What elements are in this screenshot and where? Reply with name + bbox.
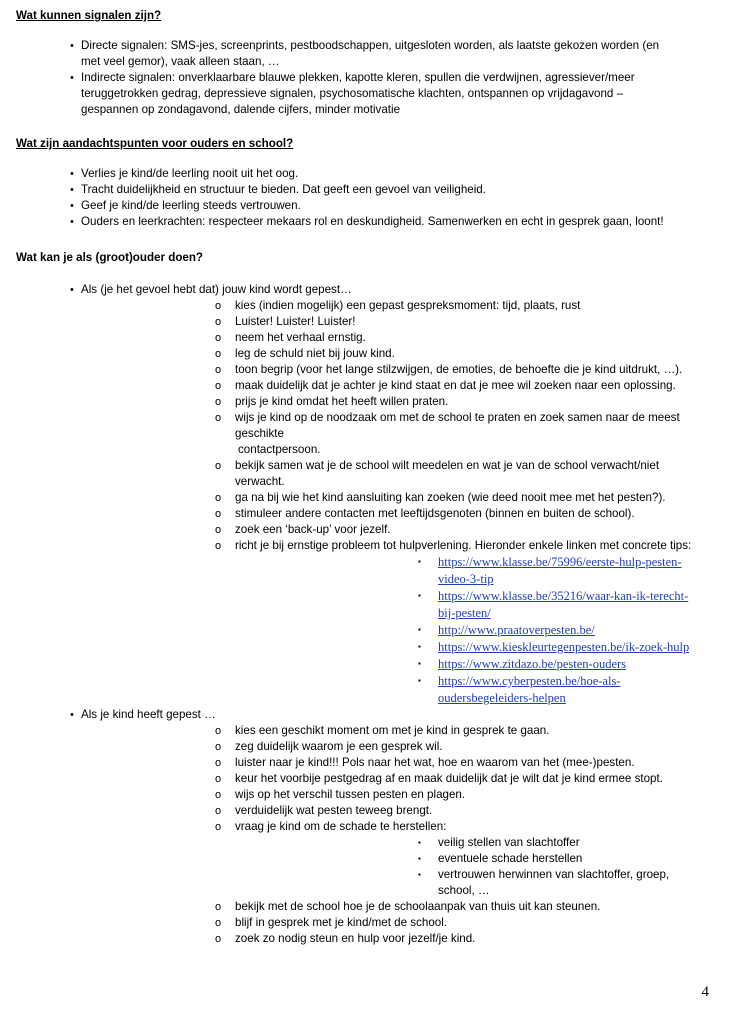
bullet-icon: • [70,284,74,296]
circle-bullet-icon: o [215,741,222,753]
list-item: • Tracht duidelijkheid en structuur te bieden. Dat geeft een gevoel van veiligheid. [70,183,486,196]
list-item: • Geef je kind/de leerling steeds vertrouwen. [70,199,301,212]
list-item: • Verlies je kind/de leerling nooit uit het oog. [70,167,299,180]
grootouder-list [0,282,747,947]
list-item: o wijs op het verschil tussen pesten en plagen. [215,788,466,801]
square-bullet-icon: ▪ [418,659,421,668]
circle-bullet-icon: o [215,380,222,392]
heeft-gepest-sublist [81,723,727,947]
list-item [0,282,747,707]
group-label-heeft-gepest: Als je kind heeft gepest … [81,708,216,721]
heading-grootouder: Wat kan je als (groot)ouder doen? [16,251,204,264]
list-item: o verduidelijk wat pesten teweeg brengt. [215,804,433,817]
list-item: o kies een geschikt moment om met je kind in gesprek te gaan. [215,724,550,737]
bullet-icon: • [70,40,74,52]
circle-bullet-icon: o [215,332,222,344]
circle-bullet-icon: o [215,725,222,737]
list-item [0,707,747,947]
list-item: o ga na bij wie het kind aansluiting kan zoeken (wie deed nooit mee met het pesten?). [215,491,666,504]
list-item: o bekijk met de school hoe je de schoolaanpak van thuis uit kan steunen. [215,900,601,913]
list-item: • Ouders en leerkrachten: respecteer mekaars rol en deskundigheid. Samenwerken en echt in gesprek gaan, loont! [70,215,664,228]
circle-bullet-icon: o [215,348,222,360]
gepest-sublist [81,298,727,707]
list-item: o zoek een ‘back-up’ voor jezelf. [215,523,391,536]
list-item: ▪ vertrouwen herwinnen van slachtoffer, groep, school, … [418,868,670,897]
list-item: o luister naar je kind!!! Pols naar het wat, hoe en waarom van het (mee-)pesten. [215,756,635,769]
bullet-icon: • [70,184,74,196]
list-item: o neem het verhaal ernstig. [215,331,366,344]
list-item: o wijs je kind op de noodzaak om met de school te praten en zoek samen naar de meest geschikte contactpersoon. [215,411,680,456]
square-bullet-icon: ▪ [418,870,421,879]
circle-bullet-icon: o [215,933,222,945]
circle-bullet-icon: o [215,789,222,801]
circle-bullet-icon: o [215,300,222,312]
list-item: ▪ veilig stellen van slachtoffer [418,836,580,849]
heading-aandachtspunten: Wat zijn aandachtspunten voor ouders en school? [16,137,294,150]
bullet-icon: • [70,709,74,721]
circle-bullet-icon: o [215,757,222,769]
circle-bullet-icon: o [215,524,222,536]
list-item [235,622,697,639]
list-item [235,656,697,673]
circle-bullet-icon: o [215,805,222,817]
list-item: ▪ eventuele schade herstellen [418,852,583,865]
square-bullet-icon: ▪ [418,676,421,685]
bullet-icon: • [70,168,74,180]
bullet-icon: • [70,200,74,212]
circle-bullet-icon: o [215,492,222,504]
circle-bullet-icon: o [215,821,222,833]
list-item [235,673,697,707]
circle-bullet-icon: o [215,901,222,913]
circle-bullet-icon: o [215,917,222,929]
links-list [235,554,697,707]
list-item: o stimuleer andere contacten met leeftijdsgenoten (binnen en buiten de school). [215,507,635,520]
link-klasse-waar-terecht[interactable]: https://www.klasse.be/35216/waar-kan-ik-terecht-bij-pesten/ [438,589,689,620]
list-item: o kies (indien mogelijk) een gepast gespreksmoment: tijd, plaats, rust [215,299,581,312]
list-item: o vraag je kind om de schade te herstellen: ▪ veilig stellen van slachtoffer ▪ eventuele schade herstellen ▪ vertrouwen herwinnen van slachtoffer, groep, school, … [81,819,727,899]
circle-bullet-icon: o [215,540,222,552]
aandachtspunten-list [0,166,747,230]
circle-bullet-icon: o [215,396,222,408]
signalen-list [0,38,747,118]
list-item: o toon begrip (voor het lange stilzwijgen, de emoties, de behoefte die je kind uitdrukt, …). [215,363,683,376]
list-item: o prijs je kind omdat het heeft willen praten. [215,395,449,408]
link-klasse-eerste-hulp[interactable]: https://www.klasse.be/75996/eerste-hulp-pesten-video-3-tip [438,555,682,586]
list-item: • Indirecte signalen: onverklaarbare blauwe plekken, kapotte kleren, spullen die verdwijnen, agressiever/meer teruggetrokken gedrag, depressieve signalen, psychosomatische klachten, ontspannen op vrijdagavond – gespannen op zondagavond, dalende cijfers, minder motivatie [70,71,635,116]
list-item: o maak duidelijk dat je achter je kind staat en dat je mee wil zoeken naar een oplossing. [215,379,676,392]
link-kieskleurtegenpesten[interactable]: https://www.kieskleurtegenpesten.be/ik-zoek-hulp [438,640,690,654]
list-item [235,554,697,588]
list-item [235,639,697,656]
link-praatoverpesten[interactable]: http://www.praatoverpesten.be/ [438,623,595,637]
link-cyberpesten[interactable]: https://www.cyberpesten.be/hoe-als-oudersbegeleiders-helpen [438,674,621,705]
group-label-gepest: Als (je het gevoel hebt dat) jouw kind wordt gepest… [81,283,352,296]
list-item: o zoek zo nodig steun en hulp voor jezelf/je kind. [215,932,476,945]
list-item: o keur het voorbije pestgedrag af en maak duidelijk dat je wilt dat je kind ermee stopt. [215,772,663,785]
circle-bullet-icon: o [215,364,222,376]
square-bullet-icon: ▪ [418,625,421,634]
list-item: o blijf in gesprek met je kind/met de school. [215,916,448,929]
list-item: o Luister! Luister! Luister! [215,315,356,328]
herstel-sublist [235,835,697,899]
circle-bullet-icon: o [215,412,222,424]
list-item: o zeg duidelijk waarom je een gesprek wil. [215,740,443,753]
list-item: o bekijk samen wat je de school wilt meedelen en wat je van de school verwacht/niet verwacht. [215,459,660,488]
circle-bullet-icon: o [215,316,222,328]
list-item: • Directe signalen: SMS-jes, screenprints, pestboodschappen, uitgesloten worden, als laatste gekozen worden (en met veel gemor), vaak alleen staan, … [70,39,660,68]
list-item: o richt je bij ernstige probleem tot hulpverlening. Hieronder enkele linken met concrete tips: ▪ https://www.klasse.be/75996/eerste-hulp-pesten-video-3-tip ▪ https://www.klasse.be/35216/waar-kan-ik-terecht-bij-pesten/ ▪ http://www.praatoverpesten.be/ ▪ https://www.kieskleurtegenpesten.be/ik-zoek-hulp ▪ https://www.zitdazo.be/pesten-ouders ▪ https://www.cyberpesten.be/hoe-als-oudersbegeleiders-helpen [81,538,727,707]
square-bullet-icon: ▪ [418,557,421,566]
circle-bullet-icon: o [215,460,222,472]
circle-bullet-icon: o [215,508,222,520]
bullet-icon: • [70,216,74,228]
bullet-icon: • [70,72,74,84]
heading-signalen: Wat kunnen signalen zijn? [16,9,162,22]
circle-bullet-icon: o [215,773,222,785]
square-bullet-icon: ▪ [418,642,421,651]
link-zitdazo[interactable]: https://www.zitdazo.be/pesten-ouders [438,657,627,671]
square-bullet-icon: ▪ [418,854,421,863]
square-bullet-icon: ▪ [418,838,421,847]
list-item: o leg de schuld niet bij jouw kind. [215,347,395,360]
page-number: 4 [701,984,709,1000]
square-bullet-icon: ▪ [418,591,421,600]
list-item [235,588,697,622]
